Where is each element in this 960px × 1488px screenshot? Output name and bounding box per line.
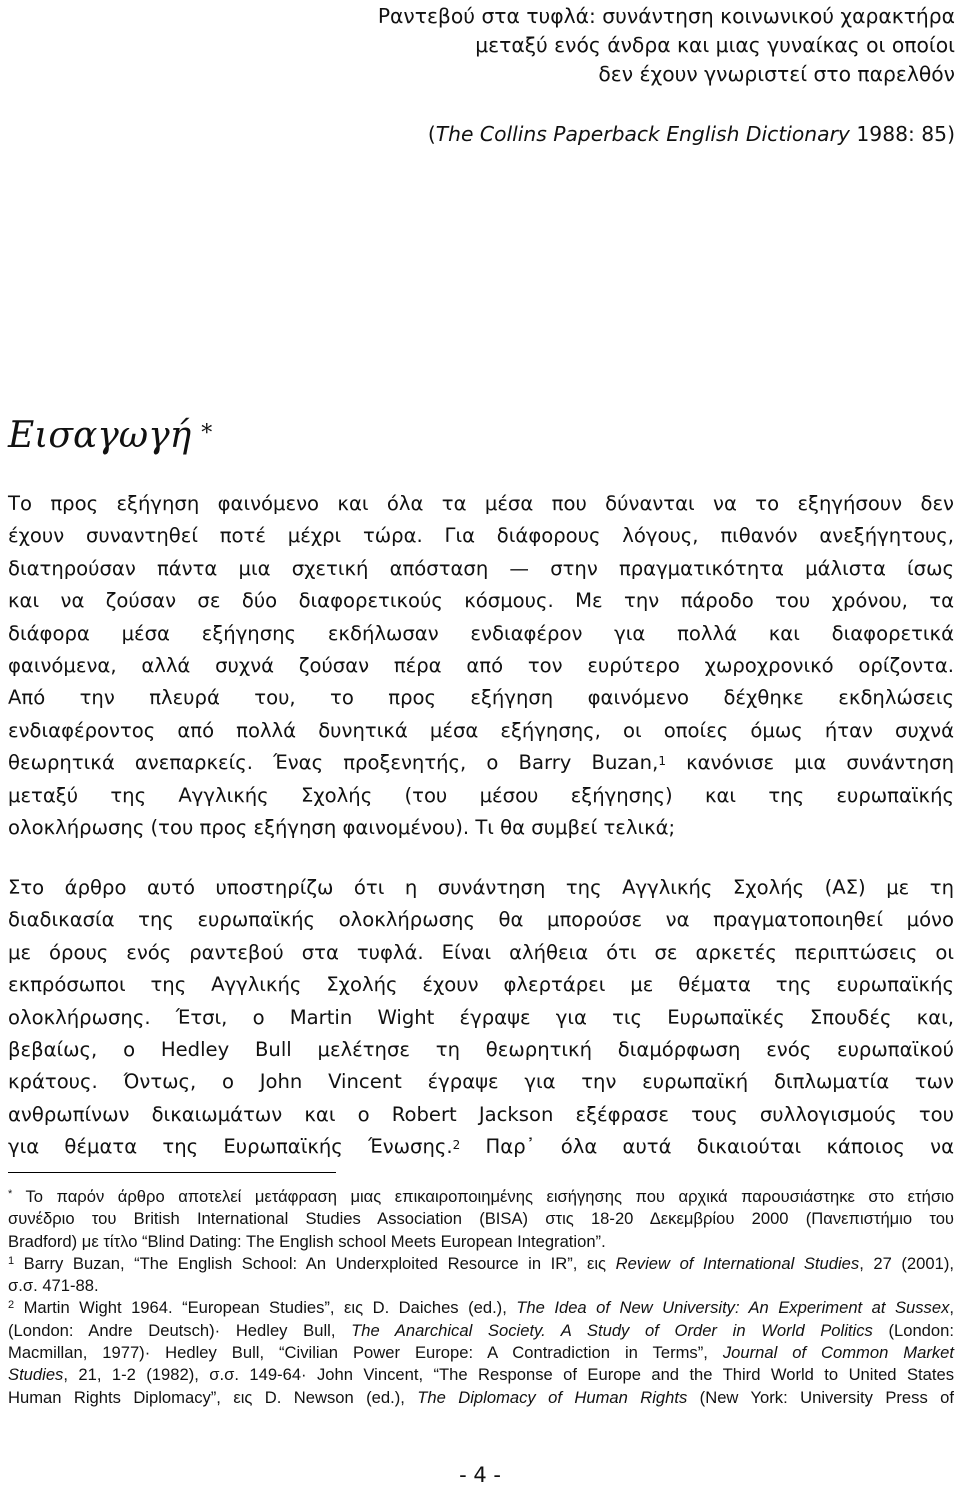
footnote-1-marker: 1 bbox=[8, 1254, 15, 1267]
footnote-text: (New York: University Press of bbox=[687, 1387, 954, 1407]
citation-year: 1988: 85) bbox=[849, 122, 955, 146]
paragraph-line: έχουν συναντηθεί ποτέ μέχρι τώρα. Για διάφορους λόγους, πιθανόν ανεξήγητους, bbox=[8, 524, 954, 548]
footnote-2-marker: 2 bbox=[8, 1299, 15, 1312]
heading-footnote-marker[interactable]: * bbox=[201, 421, 213, 446]
footnote-journal: Journal of Common Market bbox=[722, 1343, 954, 1363]
footnote-text: , 27 (2001), bbox=[859, 1253, 954, 1273]
epigraph-citation bbox=[300, 120, 955, 149]
footnotes bbox=[8, 1186, 954, 1409]
footnote-book-title: The Anarchical Society. A Study of Order in World Politics bbox=[351, 1320, 873, 1340]
footnote-ref-1[interactable]: 1 bbox=[658, 754, 666, 769]
paragraph-line: με όρους ενός ραντεβού στα τυφλά. Είναι αλήθεια ότι σε αρκετές περιπτώσεις οι bbox=[8, 940, 954, 964]
footnote-book-title: The Idea of New University: An Experiment at Sussex bbox=[516, 1298, 950, 1318]
footnote-ref-2[interactable]: 2 bbox=[452, 1138, 461, 1153]
footnote-2-line bbox=[8, 1387, 954, 1409]
paragraph-line: ολοκλήρωσης (του προς εξήγηση φαινομένου). Τι θα συμβεί τελικά; bbox=[8, 815, 676, 839]
paragraph-line: ανθρωπίνων δικαιωμάτων και ο Robert Jackson εξέφρασε τους συλλογισμούς του bbox=[8, 1102, 954, 1126]
paragraph-line: διατηρούσαν πάντα μια σχετική απόσταση — στην πραγματικότητα μάλιστα ίσως bbox=[8, 556, 954, 580]
epigraph-line: δεν έχουν γνωριστεί στο παρελθόν bbox=[598, 62, 955, 86]
footnote-2-line bbox=[8, 1297, 954, 1319]
footnote-divider bbox=[8, 1172, 336, 1173]
footnote-text: , bbox=[949, 1298, 954, 1318]
paragraph-line: διαδικασία της ευρωπαϊκής ολοκλήρωσης θα μπορούσε να πραγματοποιηθεί μόνο bbox=[8, 908, 954, 932]
footnote-text: Το παρόν άρθρο αποτελεί μετάφραση μιας επικαιροποιημένης εισήγησης που αρχικά παρουσιάστηκε στο ετήσιο bbox=[12, 1187, 954, 1206]
section-heading bbox=[8, 412, 212, 460]
paragraph-line: μεταξύ της Αγγλικής Σχολής (του μέσου εξήγησης) και της ευρωπαϊκής bbox=[8, 783, 954, 807]
footnote-star-marker: * bbox=[8, 1188, 13, 1200]
paragraph-text: για θέματα της Ευρωπαϊκής Ένωσης. bbox=[8, 1135, 453, 1159]
footnote-book-title: The Diplomacy of Human Rights bbox=[417, 1387, 688, 1407]
epigraph-line: Ραντεβού στα τυφλά: συνάντηση κοινωνικού χαρακτήρα bbox=[377, 4, 955, 28]
footnote-text: (London: Andre Deutsch)· Hedley Bull, bbox=[8, 1320, 352, 1340]
paragraph-line: κράτους. Όντως, ο John Vincent έγραψε για την ευρωπαϊκή διπλωματία των bbox=[8, 1070, 954, 1094]
paragraph-line: και να ζούσαν σε δύο διαφορετικούς κόσμους. Με την πάροδο του χρόνου, τα bbox=[8, 589, 954, 613]
footnote-text: Barry Buzan, “The English School: An Underxploited Resource in IR”, εις bbox=[14, 1253, 616, 1273]
paragraph-line: διάφορα μέσα εξήγησης εκδήλωσαν ενδιαφέρον για πολλά και διαφορετικά bbox=[8, 621, 954, 645]
footnote-journal: Review of International Studies bbox=[615, 1253, 860, 1273]
footnote-star-line bbox=[8, 1186, 954, 1208]
paragraph-1 bbox=[8, 488, 954, 844]
footnote-text: Macmillan, 1977)· Hedley Bull, “Civilian Power Europe: A Contradiction in Terms”, bbox=[8, 1343, 723, 1363]
paragraph-line: ολοκλήρωσης. Έτσι, ο Martin Wight έγραψε για τις Ευρωπαϊκές Σπουδές και, bbox=[8, 1005, 954, 1029]
footnote-text: (London: bbox=[872, 1320, 954, 1340]
paragraph-text: Παρ᾽ όλα αυτά δικαιούται κάποιος να bbox=[460, 1135, 954, 1159]
paragraph-line: εκπρόσωποι της Αγγλικής Σχολής έχουν φλερτάρει με θέματα της ευρωπαϊκής bbox=[8, 973, 954, 997]
footnote-2-line bbox=[8, 1342, 954, 1364]
paragraph-line bbox=[8, 747, 954, 779]
footnote-text: Martin Wight 1964. “European Studies”, εις D. Daiches (ed.), bbox=[14, 1298, 517, 1318]
paragraph-line: Στο άρθρο αυτό υποστηρίζω ότι η συνάντηση της Αγγλικής Σχολής (ΑΣ) με τη bbox=[8, 876, 954, 899]
epigraph-line: μεταξύ ενός άνδρα και μιας γυναίκας οι οποίοι bbox=[475, 33, 955, 57]
paragraph-line: Από την πλευρά του, το προς εξήγηση φαινόμενο δέχθηκε εκδηλώσεις bbox=[8, 686, 954, 710]
footnote-2-line bbox=[8, 1320, 954, 1342]
footnote-2-line bbox=[8, 1364, 954, 1386]
page-number: - 4 - bbox=[459, 1463, 501, 1487]
citation-title: The Collins Paperback English Dictionary bbox=[435, 122, 850, 146]
paragraph-line: φαινόμενα, αλλά συχνά ζούσαν πέρα από τον ευρύτερο χωροχρονικό ορίζοντα. bbox=[8, 653, 954, 677]
footnote-journal: Studies bbox=[8, 1365, 64, 1385]
paragraph-line bbox=[8, 1131, 954, 1163]
paragraph-2 bbox=[8, 872, 954, 1164]
footnote-1-line bbox=[8, 1253, 954, 1275]
footnote-text: Human Rights Diplomacy”, εις D. Newson (ed.), bbox=[8, 1387, 418, 1407]
paragraph-text: κανόνισε μια συνάντηση bbox=[665, 751, 954, 775]
paragraph-line: Το προς εξήγηση φαινόμενο και όλα τα μέσα που δύνανται να το εξηγήσουν δεν bbox=[8, 492, 954, 515]
citation-paren: ( bbox=[427, 122, 436, 146]
paragraph-line: ενδιαφέροντος από πολλά δυνητικά μέσα εξήγησης, οι οποίες όμως ήταν συχνά bbox=[8, 718, 954, 742]
footnote-star-line: Bradford) με τίτλο “Blind Dating: The English school Meets European Integration”. bbox=[8, 1231, 606, 1251]
footnote-1-line: σ.σ. 471-88. bbox=[8, 1276, 99, 1296]
footnote-text: , 21, 1-2 (1982), σ.σ. 149-64· John Vincent, “The Response of Europe and the Third World to United States bbox=[63, 1365, 954, 1385]
paragraph-line: βεβαίως, ο Hedley Bull μελέτησε τη θεωρητική διαμόρφωση ενός ευρωπαϊκού bbox=[8, 1037, 954, 1061]
paragraph-text: θεωρητικά ανεπαρκείς. Ένας προξενητής, ο Barry Buzan, bbox=[8, 751, 659, 775]
heading-title: Εισαγωγή bbox=[8, 415, 192, 456]
footnote-star-line: συνέδριο του British International Studies Association (BISA) στις 18-20 Δεκεμβρίου 2000 (Πανεπιστήμιο του bbox=[8, 1209, 954, 1229]
epigraph bbox=[300, 2, 955, 89]
